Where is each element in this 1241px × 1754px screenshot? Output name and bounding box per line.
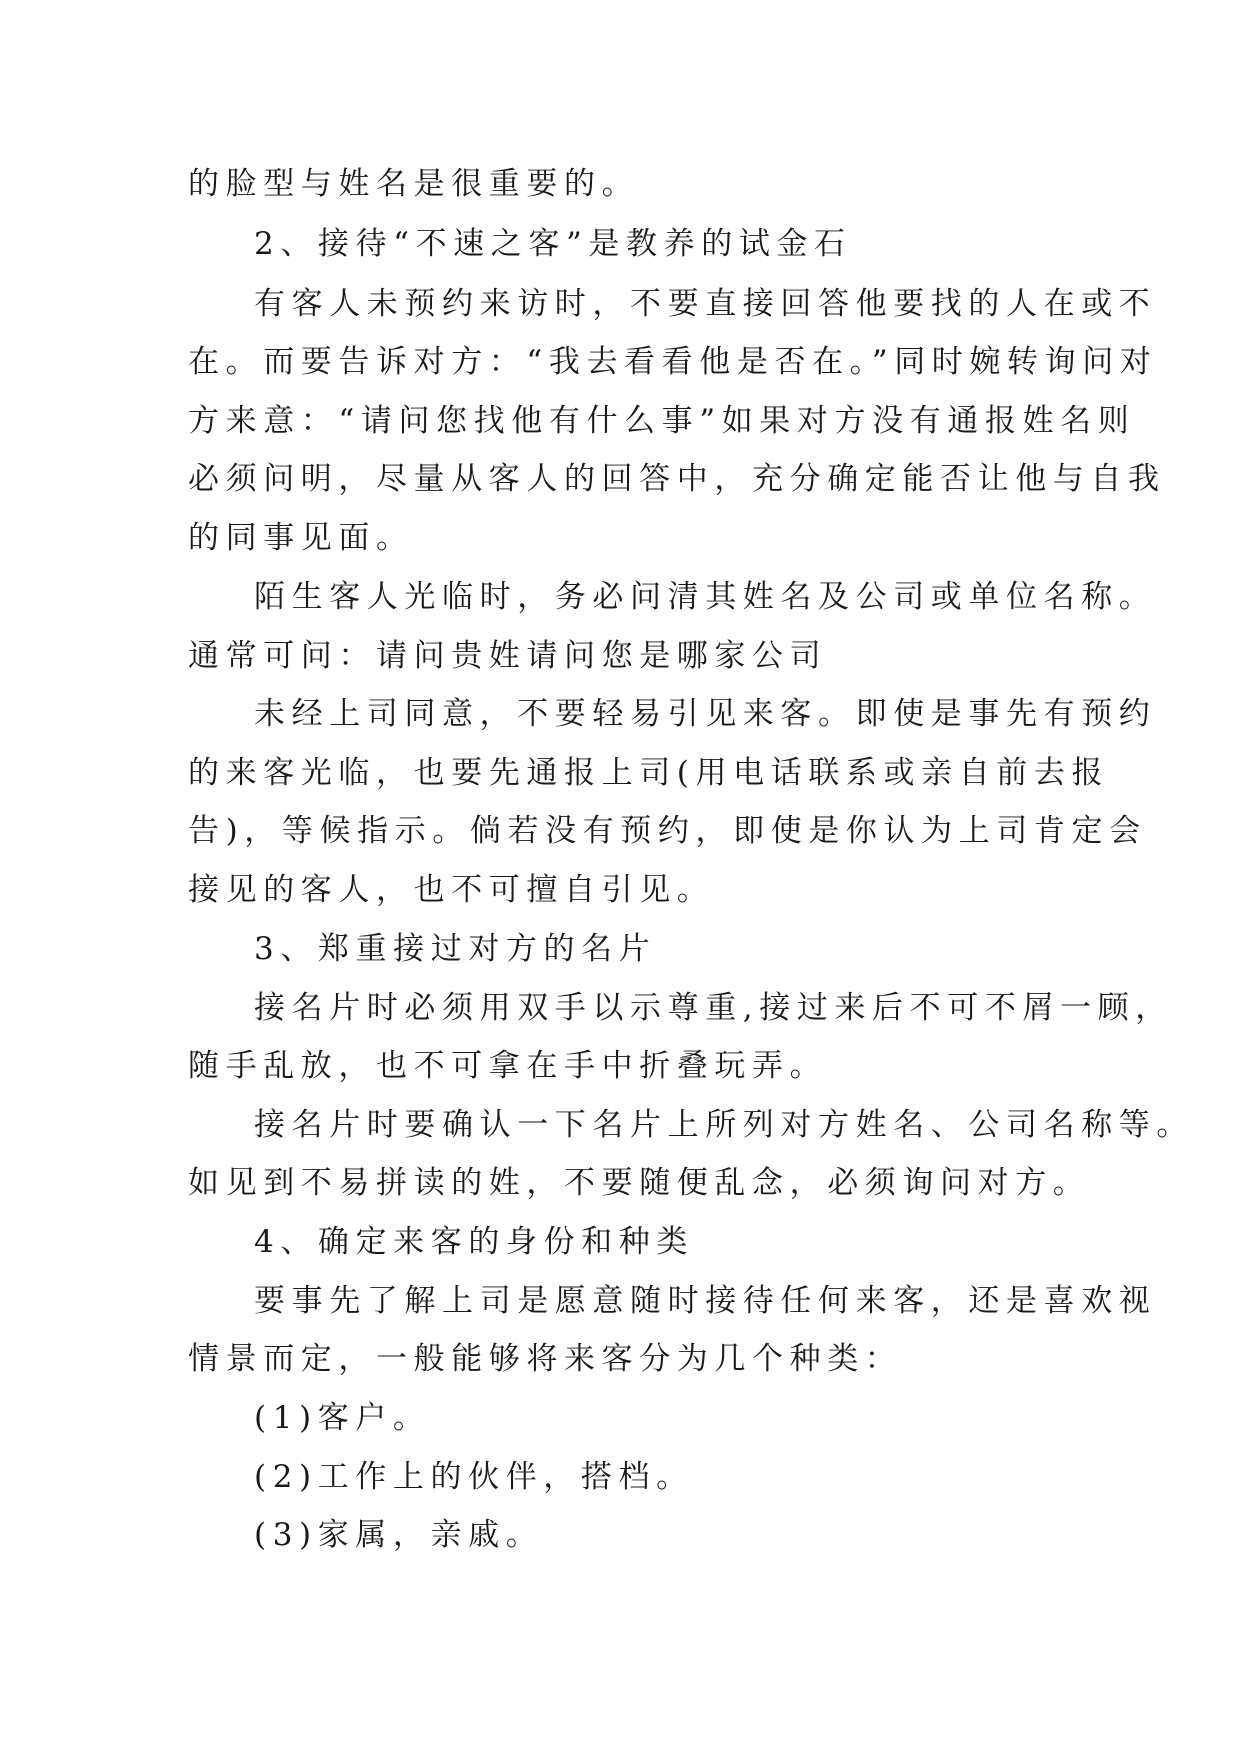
text-line: 方来意：“请问您找他有什么事”如果对方没有通报姓名则 [188,403,1136,439]
text-line: 陌生客人光临时，务必问清其姓名及公司或单位名称。 [254,579,1157,615]
text-line: 有客人未预约来访时，不要直接回答他要找的人在或不 [254,286,1157,322]
list-item: (3)家属，亲戚。 [254,1517,544,1553]
section-heading: 4、确定来客的身份和种类 [254,1224,694,1260]
section-heading: 2、接待“不速之客”是教养的试金石 [254,226,852,262]
text-line: 的来客光临，也要先通报上司(用电话联系或亲自前去报 [188,755,1110,791]
list-item: (2)工作上的伙伴，搭档。 [254,1459,694,1495]
text-line: 要事先了解上司是愿意随时接待任何来客，还是喜欢视 [254,1283,1157,1319]
text-line: 通常可问：请问贵姓请问您是哪家公司 [188,638,828,674]
text-line: 随手乱放，也不可拿在手中折叠玩弄。 [188,1048,828,1084]
text-line: 未经上司同意，不要轻易引见来客。即使是事先有预约 [254,696,1157,732]
list-item: (1)客户。 [254,1400,431,1436]
text-line: 必须问明，尽量从客人的回答中，充分确定能否让他与自我 [188,461,1166,497]
text-line: 接名片时必须用双手以示尊重,接过来后不可不屑一顾， [254,990,1173,1026]
text-line: 告)，等候指示。倘若没有预约，即使是你认为上司肯定会 [188,813,1147,849]
text-line: 的脸型与姓名是很重要的。 [188,166,640,202]
text-line: 接名片时要确认一下名片上所列对方姓名、公司名称等。 [254,1107,1194,1143]
text-line: 接见的客人，也不可擅自引见。 [188,872,715,908]
text-line: 在。而要告诉对方：“我去看看他是否在。”同时婉转询问对 [188,344,1158,380]
section-heading: 3、郑重接过对方的名片 [254,931,657,967]
text-line: 的同事见面。 [188,520,414,556]
text-line: 如见到不易拼读的姓，不要随便乱念，必须询问对方。 [188,1165,1091,1201]
text-line: 情景而定，一般能够将来客分为几个种类： [188,1341,903,1377]
